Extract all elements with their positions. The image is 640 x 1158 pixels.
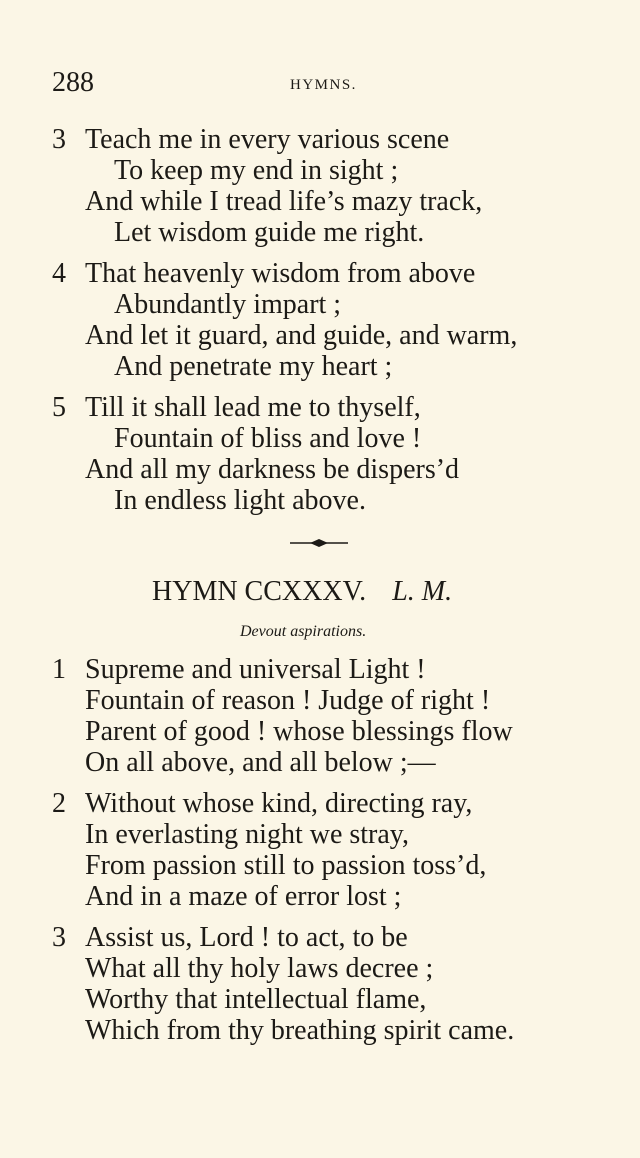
running-title: HYMNS.	[290, 77, 357, 93]
hymn-stanza-3	[52, 922, 622, 1046]
verse-line: That heavenly wisdom from above	[85, 258, 476, 289]
page-number: 288	[52, 67, 94, 98]
verse-line: Till it shall lead me to thyself,	[85, 392, 421, 423]
hymn-stanza-2	[52, 788, 622, 912]
prev-stanza-5	[52, 392, 622, 516]
verse-line: Without whose kind, directing ray,	[85, 788, 473, 819]
verse-line: In everlasting night we stray,	[85, 819, 409, 850]
stanza-number: 3	[52, 922, 66, 953]
verse-line: Let wisdom guide me right.	[114, 217, 425, 248]
hymn-meter: L. M.	[392, 576, 453, 607]
verse-line: Teach me in every various scene	[85, 124, 450, 155]
verse-line: And while I tread life’s mazy track,	[85, 186, 483, 217]
verse-line: What all thy holy laws decree ;	[85, 953, 434, 984]
verse-line: On all above, and all below ;—	[85, 747, 436, 778]
verse-line: And in a maze of error lost ;	[85, 881, 402, 912]
running-head	[52, 68, 612, 98]
verse-line: And let it guard, and guide, and warm,	[85, 320, 518, 351]
stanza-number: 1	[52, 654, 66, 685]
verse-line: Which from thy breathing spirit came.	[85, 1015, 515, 1046]
verse-line: And all my darkness be dispers’d	[85, 454, 460, 485]
verse-line: Abundantly impart ;	[114, 289, 342, 320]
stanza-number: 4	[52, 258, 66, 289]
stanza-number: 2	[52, 788, 66, 819]
verse-line: To keep my end in sight ;	[114, 155, 399, 186]
verse-line: From passion still to passion toss’d,	[85, 850, 487, 881]
prev-stanza-4	[52, 258, 622, 382]
prev-stanza-3	[52, 124, 622, 248]
verse-line: And penetrate my heart ;	[114, 351, 393, 382]
stanza-number: 5	[52, 392, 66, 423]
verse-line: Worthy that intellectual flame,	[85, 984, 427, 1015]
verse-line: Parent of good ! whose blessings flow	[85, 716, 513, 747]
hymn-stanza-1	[52, 654, 622, 778]
hymn-title	[152, 576, 452, 608]
stanza-number: 3	[52, 124, 66, 155]
verse-line: In endless light above.	[114, 485, 366, 516]
verse-line: Supreme and universal Light !	[85, 654, 426, 685]
hymn-subtitle: Devout aspirations.	[240, 623, 367, 640]
verse-line: Assist us, Lord ! to act, to be	[85, 922, 408, 953]
verse-line: Fountain of reason ! Judge of right !	[85, 685, 491, 716]
hymn-number: HYMN CCXXXV.	[152, 576, 367, 607]
ornament-divider-icon	[288, 536, 350, 550]
verse-line: Fountain of bliss and love !	[114, 423, 422, 454]
